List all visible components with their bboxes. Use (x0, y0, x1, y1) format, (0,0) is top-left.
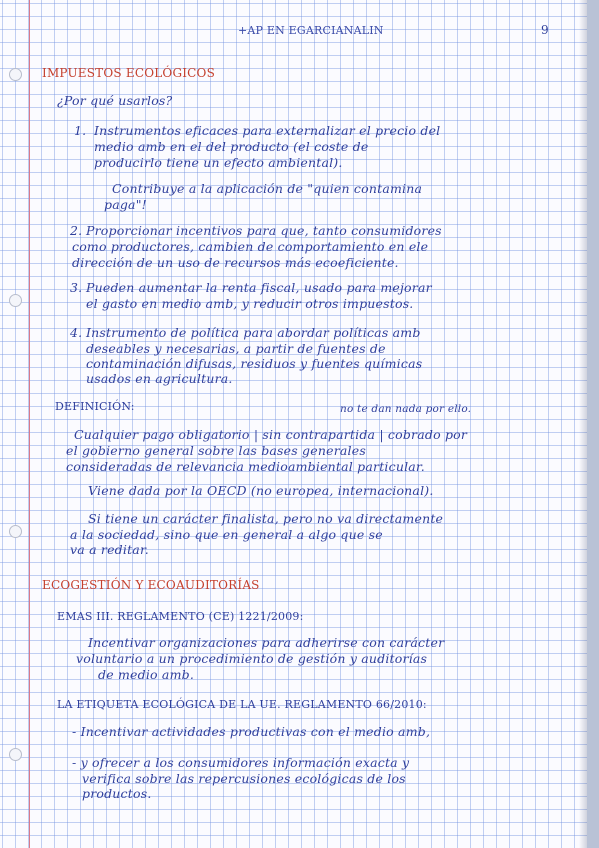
item-line: Instrumento de política para abordar políticas amb (86, 325, 421, 340)
item-line: el gasto en medio amb, y reducir otros impuestos. (86, 296, 414, 311)
item-line: como productores, cambien de comportamiento en ele (72, 239, 429, 254)
definition-line: Si tiene un carácter finalista, pero no va directamente (88, 511, 444, 526)
item-line: Pueden aumentar la renta fiscal, usado para mejorar (86, 280, 432, 295)
item-line: Proporcionar incentivos para que, tanto consumidores (86, 223, 442, 238)
item-number: 4. (70, 325, 83, 340)
page-number: 9 (541, 23, 549, 37)
punch-hole (9, 748, 22, 761)
item-number: 2. (70, 223, 83, 238)
item-line: paga"! (104, 197, 147, 212)
definition-line: Cualquier pago obligatorio | sin contrapartida | cobrado por (74, 427, 468, 442)
definition-line: Viene dada por la OECD (no europea, internacional). (88, 483, 434, 498)
page-header: +AP EN EGARCIANALIN (238, 24, 384, 37)
emas-line: de medio amb. (98, 667, 195, 682)
bullet-line: verifica sobre las repercusiones ecológicas de los (82, 771, 406, 786)
punch-hole (9, 525, 22, 538)
definition-line: consideradas de relevancia medioambiental particular. (66, 459, 425, 474)
question-heading: ¿Por qué usarlos? (57, 93, 173, 108)
bullet-line: - y ofrecer a los consumidores información exacta y (72, 755, 410, 770)
section-title-impuestos: IMPUESTOS ECOLÓGICOS (42, 66, 216, 80)
page-edge (587, 0, 599, 848)
item-line: medio amb en el del producto (el coste de (94, 139, 369, 154)
item-number: 1. (74, 123, 87, 138)
margin-line (29, 0, 30, 848)
definition-line: va a reditar. (70, 542, 149, 557)
item-line: Instrumentos eficaces para externalizar el precio del (94, 123, 441, 138)
punch-hole (9, 68, 22, 81)
definition-line: el gobierno general sobre las bases generales (66, 443, 366, 458)
eco-label-heading: LA ETIQUETA ECOLÓGICA DE LA UE. REGLAMENTO 66/2010: (57, 698, 427, 711)
item-number: 3. (70, 280, 83, 295)
definition-label: DEFINICIÓN: (55, 400, 135, 413)
item-line: usados en agricultura. (86, 371, 233, 386)
emas-heading: EMAS III. REGLAMENTO (CE) 1221/2009: (57, 610, 304, 623)
definition-note: no te dan nada por ello. (340, 403, 472, 415)
item-line: contaminación difusas, residuos y fuentes químicas (86, 356, 423, 371)
emas-line: voluntario a un procedimiento de gestión y auditorías (76, 651, 428, 666)
item-line: deseables y necesarias, a partir de fuentes de (86, 341, 386, 356)
item-line: Contribuye a la aplicación de "quien contamina (112, 181, 423, 196)
section-title-ecogestion: ECOGESTIÓN Y ECOAUDITORÍAS (42, 578, 260, 592)
punch-hole (9, 294, 22, 307)
page-edge-shadow (579, 0, 587, 848)
item-line: dirección de un uso de recursos más ecoeficiente. (72, 255, 399, 270)
definition-line: a la sociedad, sino que en general a algo que se (70, 527, 383, 542)
bullet-line: - Incentivar actividades productivas con el medio amb, (72, 724, 431, 739)
emas-line: Incentivar organizaciones para adherirse con carácter (88, 635, 445, 650)
bullet-line: productos. (82, 786, 152, 801)
item-line: producirlo tiene un efecto ambiental). (94, 155, 343, 170)
